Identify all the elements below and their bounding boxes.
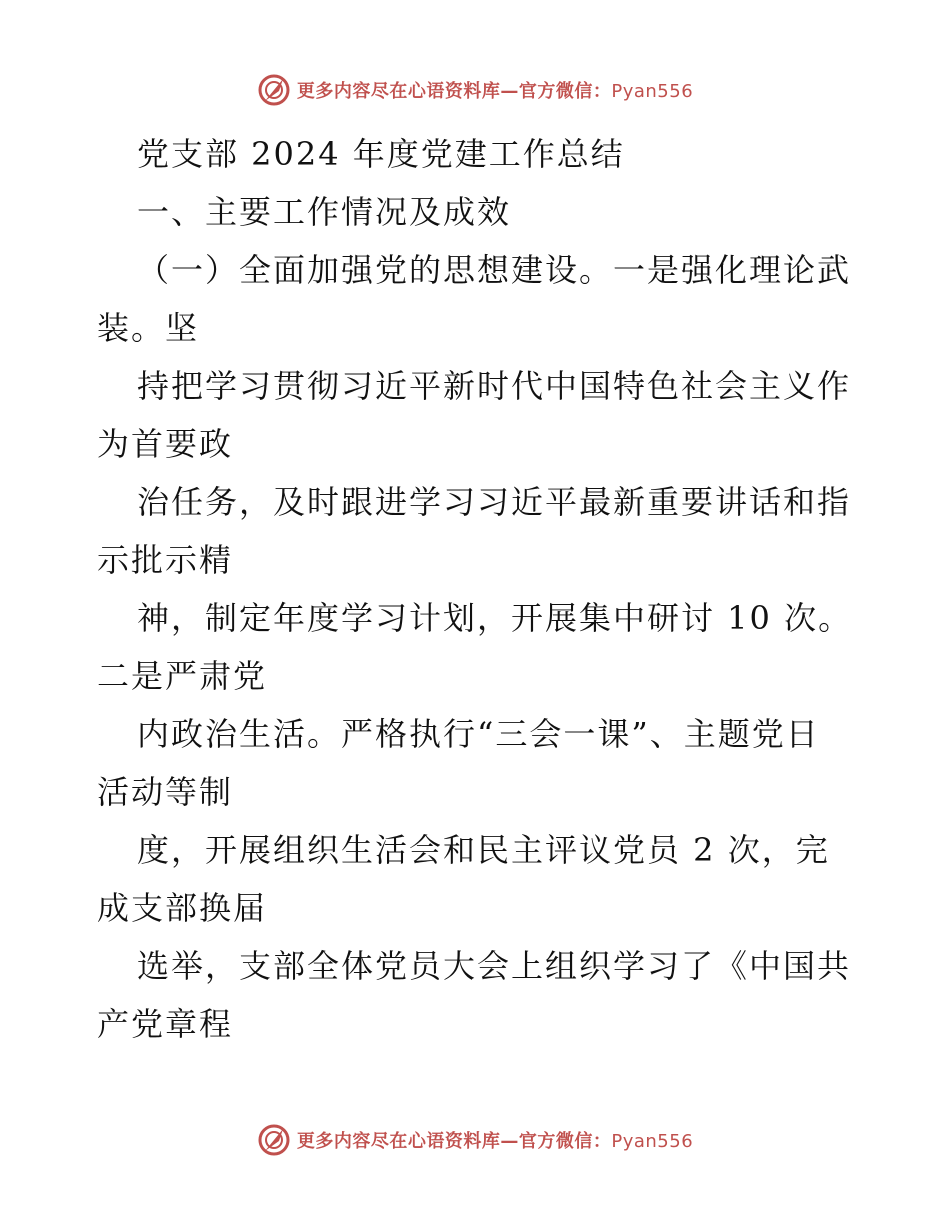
footer-banner-label: 更多内容尽在心语资料库—官方微信： <box>296 1131 612 1152</box>
header-banner-wechat-id: Pyan556 <box>611 81 694 102</box>
footer-banner <box>0 1120 950 1160</box>
paragraph-line: 度，开展组织生活会和民主评议党员 2 次，完 <box>137 831 830 869</box>
paragraph-line: 为首要政 <box>97 425 234 463</box>
quill-logo-icon <box>257 73 291 107</box>
footer-banner-wechat-id: Pyan556 <box>611 1131 694 1152</box>
paragraph-line: （一）全面加强党的思想建设。一是强化理论武 <box>137 251 852 289</box>
footer-banner-text <box>297 1127 693 1153</box>
section-heading: 一、主要工作情况及成效 <box>137 193 512 231</box>
paragraph-line: 神，制定年度学习计划，开展集中研讨 10 次。 <box>137 599 853 637</box>
header-banner-label: 更多内容尽在心语资料库—官方微信： <box>296 81 612 102</box>
paragraph-line: 治任务，及时跟进学习习近平最新重要讲话和指 <box>137 483 852 521</box>
paragraph-line: 装。坚 <box>97 309 200 347</box>
document-body <box>97 125 857 1053</box>
paragraph-line: 示批示精 <box>97 541 234 579</box>
paragraph-line: 二是严肃党 <box>97 657 268 695</box>
paragraph-line: 内政治生活。严格执行“三会一课”、主题党日 <box>137 715 820 753</box>
paragraph-line: 成支部换届 <box>97 889 268 927</box>
paragraph-line: 持把学习贯彻习近平新时代中国特色社会主义作 <box>137 367 852 405</box>
paragraph-line: 选举，支部全体党员大会上组织学习了《中国共 <box>137 947 852 985</box>
paragraph-line: 活动等制 <box>97 773 234 811</box>
header-banner <box>0 70 950 110</box>
paragraph-line: 产党章程 <box>97 1005 234 1043</box>
header-banner-text <box>297 77 693 103</box>
quill-logo-icon <box>257 1123 291 1157</box>
document-title: 党支部 2024 年度党建工作总结 <box>137 135 625 173</box>
